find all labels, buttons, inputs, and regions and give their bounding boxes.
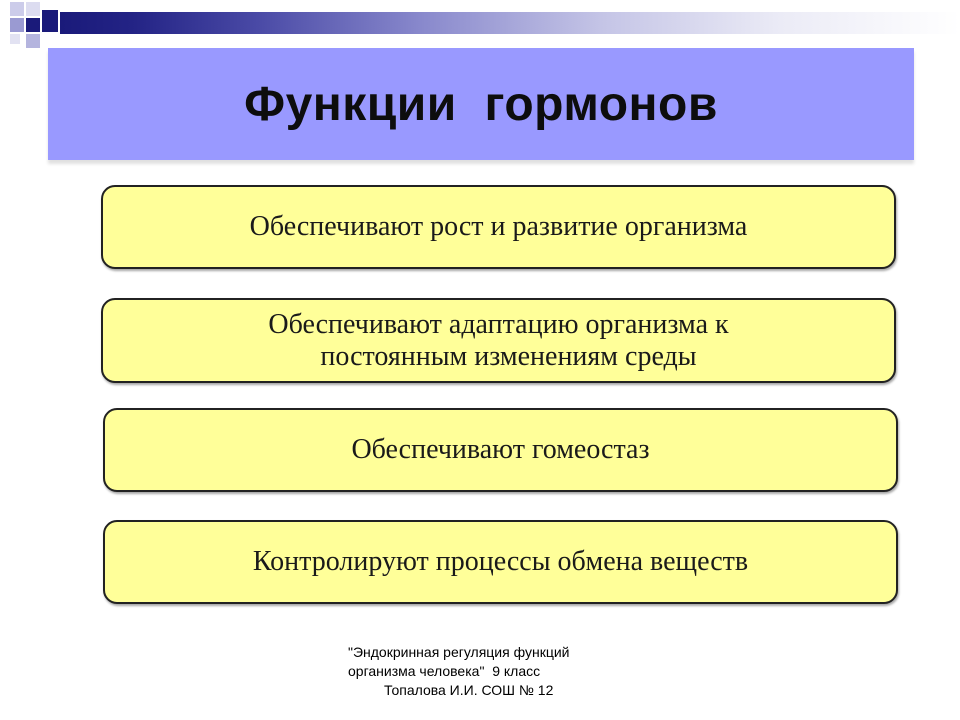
function-text-line: Обеспечивают рост и развитие организма	[249, 211, 748, 242]
function-text	[351, 434, 649, 466]
decorative-square	[26, 2, 40, 16]
function-box-homeostasis	[103, 408, 898, 492]
decorative-square	[10, 18, 24, 32]
slide-title: Функции гормонов	[244, 77, 718, 131]
footer-line: "Эндокринная регуляция функций	[348, 644, 570, 660]
decorative-square	[10, 34, 20, 44]
function-box-growth	[101, 185, 896, 269]
decorative-square	[26, 18, 40, 32]
decorative-square	[26, 34, 40, 48]
function-text	[268, 309, 728, 373]
decorative-square	[10, 2, 24, 16]
function-text-line: Обеспечивают гомеостаз	[351, 434, 650, 465]
function-text	[253, 546, 748, 578]
function-box-metabolism	[103, 520, 898, 604]
function-box-adaptation	[101, 298, 896, 383]
footer-note	[348, 643, 638, 700]
function-text-line: Обеспечивают адаптацию организма к	[268, 308, 729, 340]
header-gradient-bar	[60, 12, 960, 34]
function-text-line: постоянным изменениям среды	[320, 340, 697, 372]
footer-line: Топалова И.И. СОШ № 12	[384, 682, 554, 698]
decorative-square	[42, 10, 58, 32]
function-text	[250, 211, 748, 243]
title-band	[48, 48, 914, 160]
function-text-line: Контролируют процессы обмена веществ	[252, 546, 749, 577]
footer-line: организма человека" 9 класс	[348, 663, 541, 679]
